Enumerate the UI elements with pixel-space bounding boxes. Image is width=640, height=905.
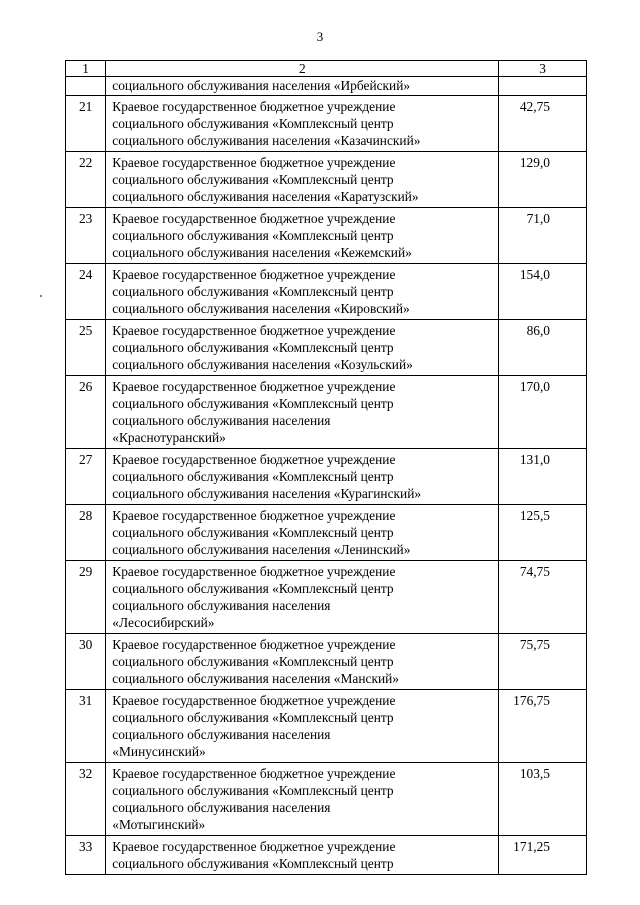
table-row [66,320,587,376]
institution-name-line: Краевое государственное бюджетное учреждение [112,99,396,114]
table-row [66,449,587,505]
institution-name-line: «Лесосибирский» [112,615,215,630]
institution-name-line: Краевое государственное бюджетное учреждение [112,693,396,708]
continuation-text: социального обслуживания населения «Ирбейский» [112,78,411,93]
header-col-1: 1 [66,61,106,77]
institution-name-line: социального обслуживания «Комплексный центр [112,396,394,411]
continuation-row [66,77,587,96]
institutions-table [65,60,587,875]
institution-name [106,376,499,449]
institution-name-line: социального обслуживания населения «Ленинский» [112,542,411,557]
institution-name-line: социального обслуживания «Комплексный центр [112,340,394,355]
institution-name [106,264,499,320]
institution-name [106,208,499,264]
institution-name-line: социального обслуживания «Комплексный центр [112,654,394,669]
scan-speck [40,295,42,297]
institution-name-line: социального обслуживания населения «Манский» [112,671,399,686]
institution-name-line: Краевое государственное бюджетное учреждение [112,766,396,781]
institution-name-line: социального обслуживания населения [112,727,331,742]
row-value: 170,0 [499,376,587,449]
institution-name [106,505,499,561]
institution-name-line: социального обслуживания населения «Кировский» [112,301,410,316]
institution-name-line: социального обслуживания населения [112,413,331,428]
institution-name-line: социального обслуживания населения «Курагинский» [112,486,422,501]
institution-name-line: социального обслуживания «Комплексный центр [112,581,394,596]
row-value: 75,75 [499,634,587,690]
table-row [66,690,587,763]
table-row [66,836,587,875]
row-value: 129,0 [499,152,587,208]
table-header-row [66,61,587,77]
institution-name-line: социального обслуживания «Комплексный центр [112,469,394,484]
row-number: 21 [66,96,106,152]
institution-name-line: социального обслуживания «Комплексный центр [112,284,394,299]
table-row [66,505,587,561]
institution-name-line: Краевое государственное бюджетное учреждение [112,564,396,579]
institution-name-line: социального обслуживания «Комплексный центр [112,172,394,187]
institution-name [106,634,499,690]
institution-name-line: Краевое государственное бюджетное учреждение [112,267,396,282]
row-number: 25 [66,320,106,376]
institution-name-line: Краевое государственное бюджетное учреждение [112,508,396,523]
institution-name-line: социального обслуживания «Комплексный центр [112,710,394,725]
institution-name-line: социального обслуживания населения [112,800,331,815]
table-row [66,208,587,264]
row-value: 42,75 [499,96,587,152]
row-number: 22 [66,152,106,208]
table-row [66,376,587,449]
row-number: 27 [66,449,106,505]
institution-name-line: Краевое государственное бюджетное учреждение [112,155,396,170]
row-number: 24 [66,264,106,320]
table-row [66,264,587,320]
institution-name [106,152,499,208]
table-row [66,634,587,690]
row-number: 28 [66,505,106,561]
row-number: 32 [66,763,106,836]
row-number: 31 [66,690,106,763]
institution-name-line: социального обслуживания населения «Козульский» [112,357,413,372]
page-number: 3 [316,29,324,44]
continuation-value-cell [499,77,587,96]
row-value: 171,25 [499,836,587,875]
row-number: 30 [66,634,106,690]
header-col-2: 2 [106,61,499,77]
table-row [66,561,587,634]
row-value: 131,0 [499,449,587,505]
institution-name [106,449,499,505]
institution-name [106,836,499,875]
institution-name [106,561,499,634]
table-row [66,96,587,152]
row-value: 176,75 [499,690,587,763]
institution-name [106,96,499,152]
institution-name-line: социального обслуживания «Комплексный центр [112,783,394,798]
row-value: 103,5 [499,763,587,836]
institution-name-line: социального обслуживания «Комплексный центр [112,856,394,871]
institution-name [106,320,499,376]
table-body [66,61,587,875]
institution-name-line: Краевое государственное бюджетное учреждение [112,379,396,394]
institution-name-line: социального обслуживания населения [112,598,331,613]
institution-name-line: Краевое государственное бюджетное учреждение [112,637,396,652]
row-value: 74,75 [499,561,587,634]
table-row [66,763,587,836]
institution-name [106,763,499,836]
institution-name-line: социального обслуживания населения «Кежемский» [112,245,412,260]
table-row [66,152,587,208]
institution-name-line: «Минусинский» [112,744,206,759]
institution-name-line: Краевое государственное бюджетное учреждение [112,211,396,226]
row-value: 71,0 [499,208,587,264]
institution-name-line: «Мотыгинский» [112,817,206,832]
institution-name-line: социального обслуживания населения «Казачинский» [112,133,421,148]
row-value: 86,0 [499,320,587,376]
row-number: 26 [66,376,106,449]
continuation-num-cell [66,77,106,96]
row-number: 29 [66,561,106,634]
row-value: 154,0 [499,264,587,320]
row-number: 33 [66,836,106,875]
institution-name [106,690,499,763]
row-number: 23 [66,208,106,264]
row-value: 125,5 [499,505,587,561]
institution-name-line: Краевое государственное бюджетное учреждение [112,323,396,338]
institution-name-line: социального обслуживания «Комплексный центр [112,525,394,540]
institution-name-line: Краевое государственное бюджетное учреждение [112,839,396,854]
institution-name-line: социального обслуживания «Комплексный центр [112,116,394,131]
institution-name-line: социального обслуживания населения «Каратузский» [112,189,419,204]
institution-name-line: социального обслуживания «Комплексный центр [112,228,394,243]
institution-name-line: «Краснотуранский» [112,430,226,445]
continuation-text-cell [106,77,499,96]
institution-name-line: Краевое государственное бюджетное учреждение [112,452,396,467]
header-col-3: 3 [499,61,587,77]
